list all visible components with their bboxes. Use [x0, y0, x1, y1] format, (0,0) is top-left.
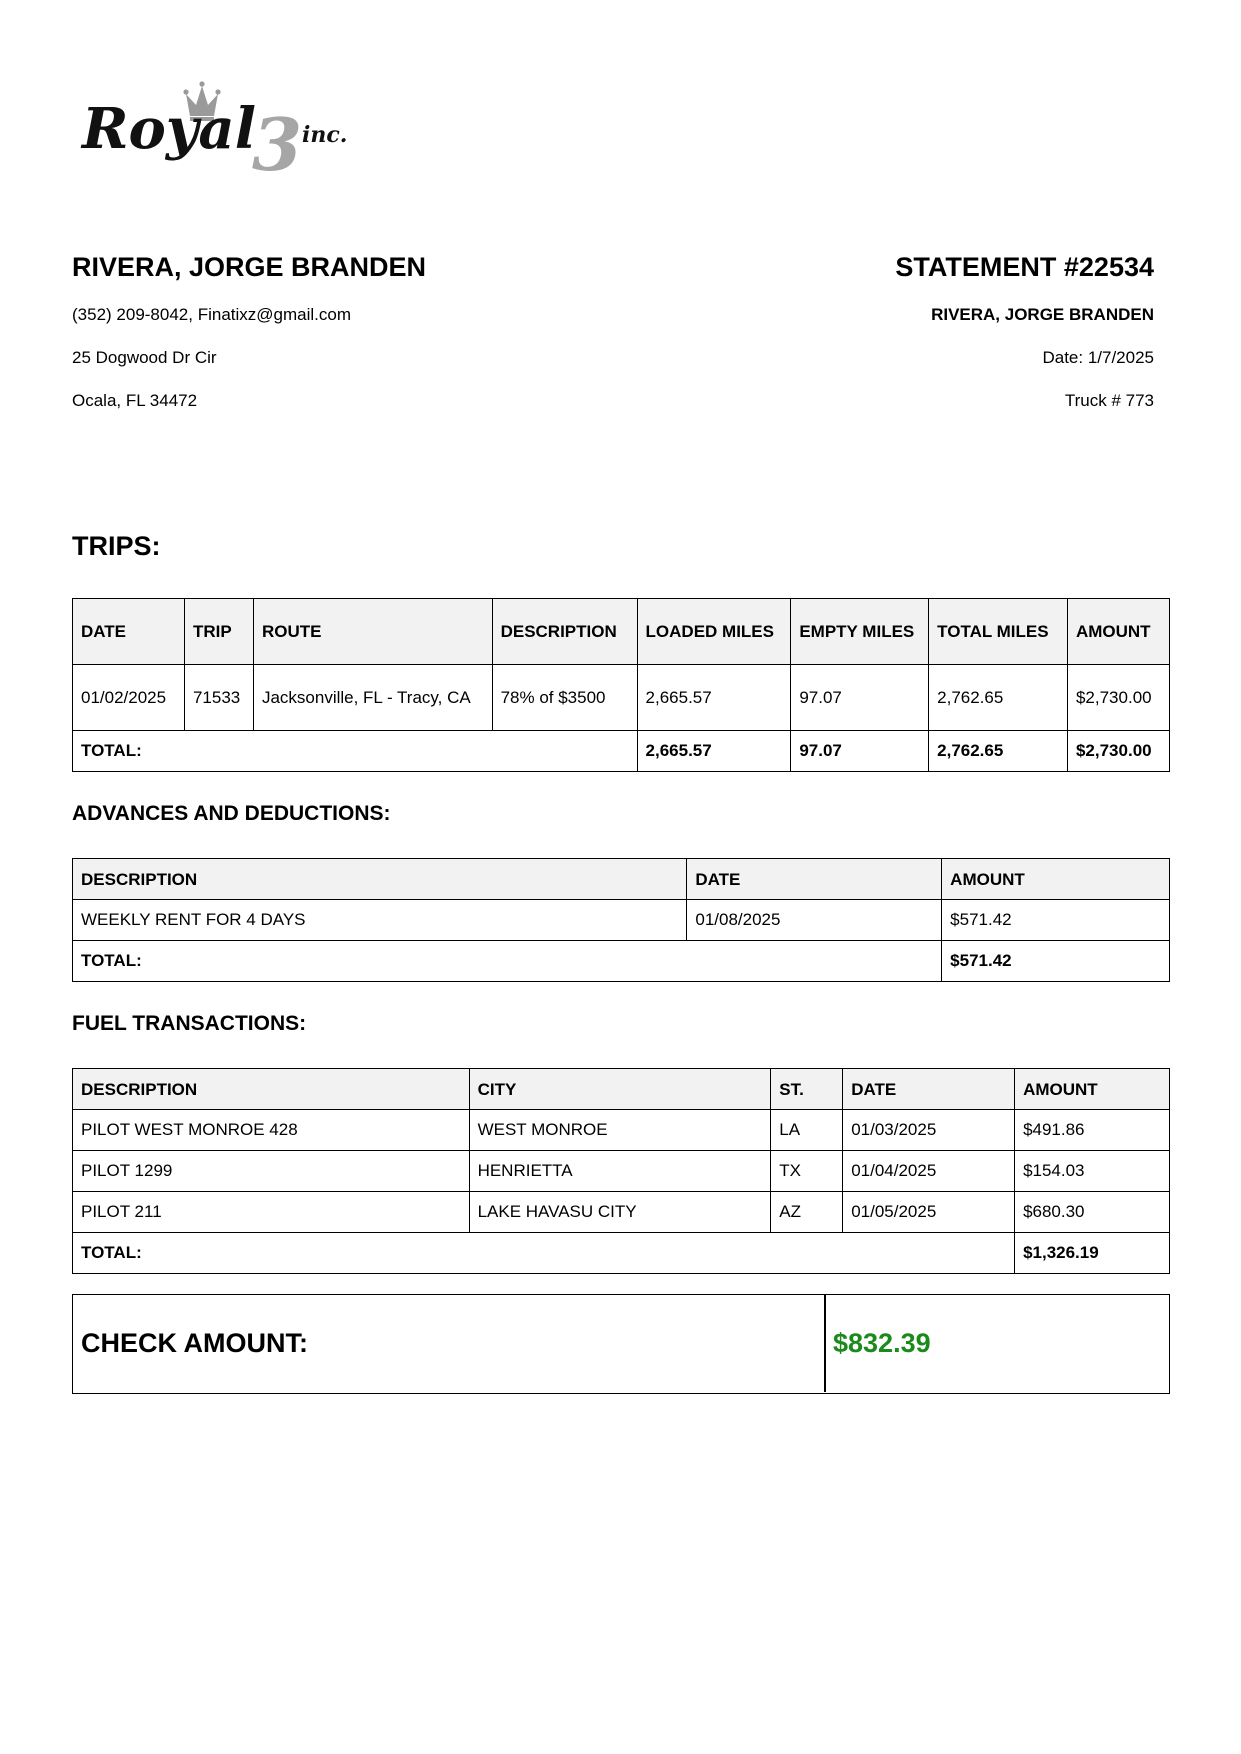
fuel-description: PILOT WEST MONROE 428 [73, 1110, 470, 1151]
col-header: ST. [771, 1069, 843, 1110]
driver-address-line2: Ocala, FL 34472 [72, 391, 198, 410]
total-label: TOTAL: [73, 731, 638, 772]
col-header: LOADED MILES [637, 599, 791, 665]
fuel-date: 01/04/2025 [843, 1151, 1015, 1192]
fuel-city: LAKE HAVASU CITY [469, 1192, 771, 1233]
trips-title: TRIPS: [72, 531, 161, 561]
driver-name: RIVERA, JORGE BRANDEN [72, 252, 427, 282]
table-row [73, 1110, 1170, 1151]
col-header: DATE [73, 599, 185, 665]
col-header: DESCRIPTION [73, 859, 687, 900]
company-logo [80, 78, 380, 190]
col-header: CITY [469, 1069, 771, 1110]
col-header: AMOUNT [1015, 1069, 1170, 1110]
total-total-miles: 2,762.65 [929, 731, 1068, 772]
fuel-state: TX [771, 1151, 843, 1192]
total-loaded-miles: 2,665.57 [637, 731, 791, 772]
driver-address-line1: 25 Dogwood Dr Cir [72, 348, 217, 367]
advances-total: $571.42 [942, 941, 1170, 982]
table-row [73, 1192, 1170, 1233]
trip-empty-miles: 97.07 [791, 665, 929, 731]
statement-title: STATEMENT #22534 [895, 252, 1154, 282]
fuel-title: FUEL TRANSACTIONS: [72, 1012, 307, 1035]
col-header: DATE [843, 1069, 1015, 1110]
advances-title: ADVANCES AND DEDUCTIONS: [72, 802, 391, 825]
fuel-description: PILOT 1299 [73, 1151, 470, 1192]
col-header: TRIP [184, 599, 253, 665]
table-row [73, 900, 1170, 941]
fuel-amount: $680.30 [1015, 1192, 1170, 1233]
trip-date: 01/02/2025 [73, 665, 185, 731]
col-header: ROUTE [253, 599, 492, 665]
trip-total-miles: 2,762.65 [929, 665, 1068, 731]
fuel-amount: $154.03 [1015, 1151, 1170, 1192]
trip-amount: $2,730.00 [1067, 665, 1169, 731]
table-row [73, 1151, 1170, 1192]
logo-wordmark: Royal [82, 96, 256, 162]
check-amount-box [72, 1294, 1170, 1394]
col-header: DESCRIPTION [73, 1069, 470, 1110]
statement-info [634, 250, 1154, 410]
advances-table [72, 858, 1170, 982]
advance-date: 01/08/2025 [687, 900, 942, 941]
fuel-state: LA [771, 1110, 843, 1151]
fuel-header-row [73, 1069, 1170, 1110]
driver-contact: (352) 209-8042, Finatixz@gmail.com [72, 305, 351, 324]
table-row [73, 665, 1170, 731]
col-header: TOTAL MILES [929, 599, 1068, 665]
col-header: AMOUNT [1067, 599, 1169, 665]
trips-total-row [73, 731, 1170, 772]
trips-table [72, 598, 1170, 772]
fuel-city: WEST MONROE [469, 1110, 771, 1151]
check-amount-label: CHECK AMOUNT: [81, 1328, 308, 1358]
statement-name: RIVERA, JORGE BRANDEN [931, 305, 1154, 324]
advance-description: WEEKLY RENT FOR 4 DAYS [73, 900, 687, 941]
fuel-state: AZ [771, 1192, 843, 1233]
fuel-amount: $491.86 [1015, 1110, 1170, 1151]
fuel-date: 01/05/2025 [843, 1192, 1015, 1233]
fuel-total: $1,326.19 [1015, 1233, 1170, 1274]
advances-total-row [73, 941, 1170, 982]
total-amount: $2,730.00 [1067, 731, 1169, 772]
fuel-description: PILOT 211 [73, 1192, 470, 1233]
total-label: TOTAL: [73, 1233, 1015, 1274]
advance-amount: $571.42 [942, 900, 1170, 941]
trip-number: 71533 [184, 665, 253, 731]
driver-info [72, 250, 632, 410]
col-header: DESCRIPTION [492, 599, 637, 665]
check-amount-value: $832.39 [833, 1328, 931, 1358]
col-header: EMPTY MILES [791, 599, 929, 665]
fuel-table [72, 1068, 1170, 1274]
truck-number: Truck # 773 [1064, 391, 1154, 410]
royal-3-logo [80, 78, 380, 190]
trip-loaded-miles: 2,665.57 [637, 665, 791, 731]
logo-suffix: inc. [302, 122, 348, 148]
statement-date: Date: 1/7/2025 [1042, 348, 1154, 367]
total-label: TOTAL: [73, 941, 942, 982]
statement-page [72, 0, 1170, 1754]
fuel-city: HENRIETTA [469, 1151, 771, 1192]
col-header: DATE [687, 859, 942, 900]
col-header: AMOUNT [942, 859, 1170, 900]
total-empty-miles: 97.07 [791, 731, 929, 772]
trips-header-row [73, 599, 1170, 665]
check-divider [824, 1295, 826, 1392]
fuel-total-row [73, 1233, 1170, 1274]
fuel-date: 01/03/2025 [843, 1110, 1015, 1151]
logo-numeral: 3 [252, 102, 303, 187]
trip-description: 78% of $3500 [492, 665, 637, 731]
advances-header-row [73, 859, 1170, 900]
trip-route: Jacksonville, FL - Tracy, CA [253, 665, 492, 731]
